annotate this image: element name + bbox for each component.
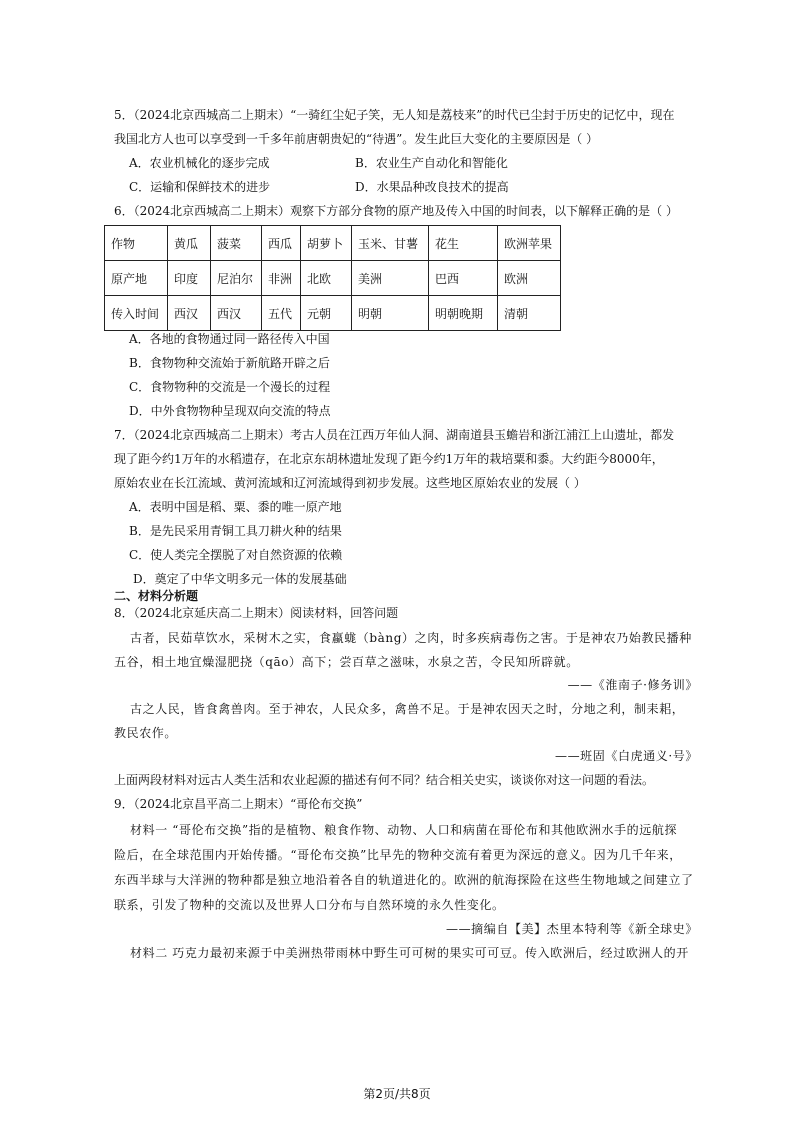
q7-option-a: A．表明中国是稻、粟、黍的唯一原产地 — [129, 500, 342, 514]
table-cell: 西汉 — [211, 296, 262, 331]
q8-material1-line2: 五谷，相土地宜燥湿肥挠（qāo）高下；尝百草之滋味，水泉之苦，令民知所辟就。 — [114, 655, 579, 669]
table-cell: 玉米、甘薯 — [352, 226, 429, 261]
table-cell: 非洲 — [262, 261, 301, 296]
table-cell: 欧洲苹果 — [498, 226, 561, 261]
q8-material2-source: ——班固《白虎通义·号》 — [554, 749, 698, 763]
table-cell: 黄瓜 — [168, 226, 211, 261]
q9-material1-line4: 联系，引发了物种的交流以及世界人口分布与自然环境的永久性变化。 — [114, 898, 505, 912]
table-cell: 传入时间 — [105, 296, 168, 331]
q8-question: 上面两段材料对远古人类生活和农业起源的描述有何不同？结合相关史实，谈谈你对这一问题的看法。 — [114, 773, 655, 787]
q7-option-d: D．奠定了中华文明多元一体的发展基础 — [133, 572, 347, 586]
q7-option-b: B．是先民采用青铜工具刀耕火种的结果 — [129, 524, 342, 538]
q8-material2-line2: 教民农作。 — [114, 726, 178, 740]
table-row — [105, 261, 561, 296]
q5-option-a: A．农业机械化的逐步完成 — [129, 156, 270, 170]
page-footer: 第2页/共8页 — [363, 1087, 431, 1101]
q6-stem: 6．（2024北京西城高二上期末）观察下方部分食物的原产地及传入中国的时间表，以下解释正确的是（ ） — [114, 204, 678, 218]
table-cell: 菠菜 — [211, 226, 262, 261]
table-cell: 巴西 — [429, 261, 498, 296]
q6-option-b: B．食物物种交流始于新航路开辟之后 — [129, 356, 330, 370]
q9-material2-line1: 材料二 巧克力最初来源于中美洲热带雨林中野生可可树的果实可可豆。传入欧洲后，经过欧洲人的开 — [130, 946, 689, 960]
q5-option-d: D．水果品种改良技术的提高 — [355, 180, 509, 194]
table-cell: 欧洲 — [498, 261, 561, 296]
table-cell: 原产地 — [105, 261, 168, 296]
q5-stem-line1: 5．（2024北京西城高二上期末）“一骑红尘妃子笑，无人知是荔枝来”的时代已尘封于历史的记忆中，现在 — [114, 108, 675, 122]
q5-option-c: C．运输和保鲜技术的进步 — [129, 180, 271, 194]
table-cell: 美洲 — [352, 261, 429, 296]
q9-material1-line3: 东西半球与大洋洲的物种都是独立地沿着各自的轨道进化的。欧洲的航海探险在这些生物地域之间建立了 — [114, 873, 694, 887]
q6-option-c: C．食物物种的交流是一个漫长的过程 — [129, 380, 331, 394]
section-heading: 二、材料分析题 — [114, 589, 199, 603]
q9-material1-line1: 材料一 “哥伦布交换”指的是植物、粮食作物、动物、人口和病菌在哥伦布和其他欧洲水手的远航探 — [130, 823, 678, 837]
table-cell: 花生 — [429, 226, 498, 261]
table-cell: 印度 — [168, 261, 211, 296]
table-cell: 胡萝卜 — [301, 226, 352, 261]
table-cell: 作物 — [105, 226, 168, 261]
q7-option-c: C．使人类完全摆脱了对自然资源的依赖 — [129, 548, 343, 562]
q7-stem-line3: 原始农业在长江流域、黄河流域和辽河流域得到初步发展。这些地区原始农业的发展（ ） — [114, 476, 586, 490]
table-cell: 明朝晚期 — [429, 296, 498, 331]
q8-material1-source: ——《淮南子·修务训》 — [567, 678, 698, 692]
table-cell: 西瓜 — [262, 226, 301, 261]
q6-option-d: D．中外食物物种呈现双向交流的特点 — [129, 404, 331, 418]
table-cell: 元朝 — [301, 296, 352, 331]
q5-stem-line2: 我国北方人也可以享受到一千多年前唐朝贵妃的“待遇”。发生此巨大变化的主要原因是（ ） — [114, 132, 599, 146]
q5-option-b: B．农业生产自动化和智能化 — [355, 156, 508, 170]
q7-stem-line1: 7．（2024北京西城高二上期末）考古人员在江西万年仙人洞、湖南道县玉蟾岩和浙江浦江上山遗址，都发 — [114, 428, 675, 442]
q8-stem: 8．（2024北京延庆高二上期末）阅读材料，回答问题 — [114, 606, 399, 620]
q8-material2-line1: 古之人民，皆食禽兽肉。至于神农，人民众多，禽兽不足。于是神农因天之时，分地之利，制耒耜， — [130, 702, 685, 716]
table-row — [105, 226, 561, 261]
food-origin-table — [104, 225, 561, 331]
q6-option-a: A．各地的食物通过同一路径传入中国 — [129, 332, 330, 346]
table-cell: 西汉 — [168, 296, 211, 331]
q9-material1-line2: 险后，在全球范围内开始传播。“哥伦布交换”比早先的物种交流有着更为深远的意义。因为几千年来， — [114, 848, 682, 862]
q7-stem-line2: 现了距今约1万年的水稻遗存，在北京东胡林遗址发现了距今约1万年的栽培粟和黍。大约距今8000年， — [114, 452, 664, 466]
table-cell: 北欧 — [301, 261, 352, 296]
table-cell: 尼泊尔 — [211, 261, 262, 296]
q9-stem: 9．（2024北京昌平高二上期末）“哥伦布交换” — [114, 797, 363, 811]
table-cell: 五代 — [262, 296, 301, 331]
q9-material1-source: ——摘编自【美】杰里本特利等《新全球史》 — [445, 922, 698, 936]
q8-material1-line1: 古者，民茹草饮水，采树木之实，食蠃蛖（bàng）之肉，时多疾病毒伤之害。于是神农乃始教民播种 — [130, 631, 692, 645]
table-cell: 清朝 — [498, 296, 561, 331]
table-cell: 明朝 — [352, 296, 429, 331]
table-row — [105, 296, 561, 331]
